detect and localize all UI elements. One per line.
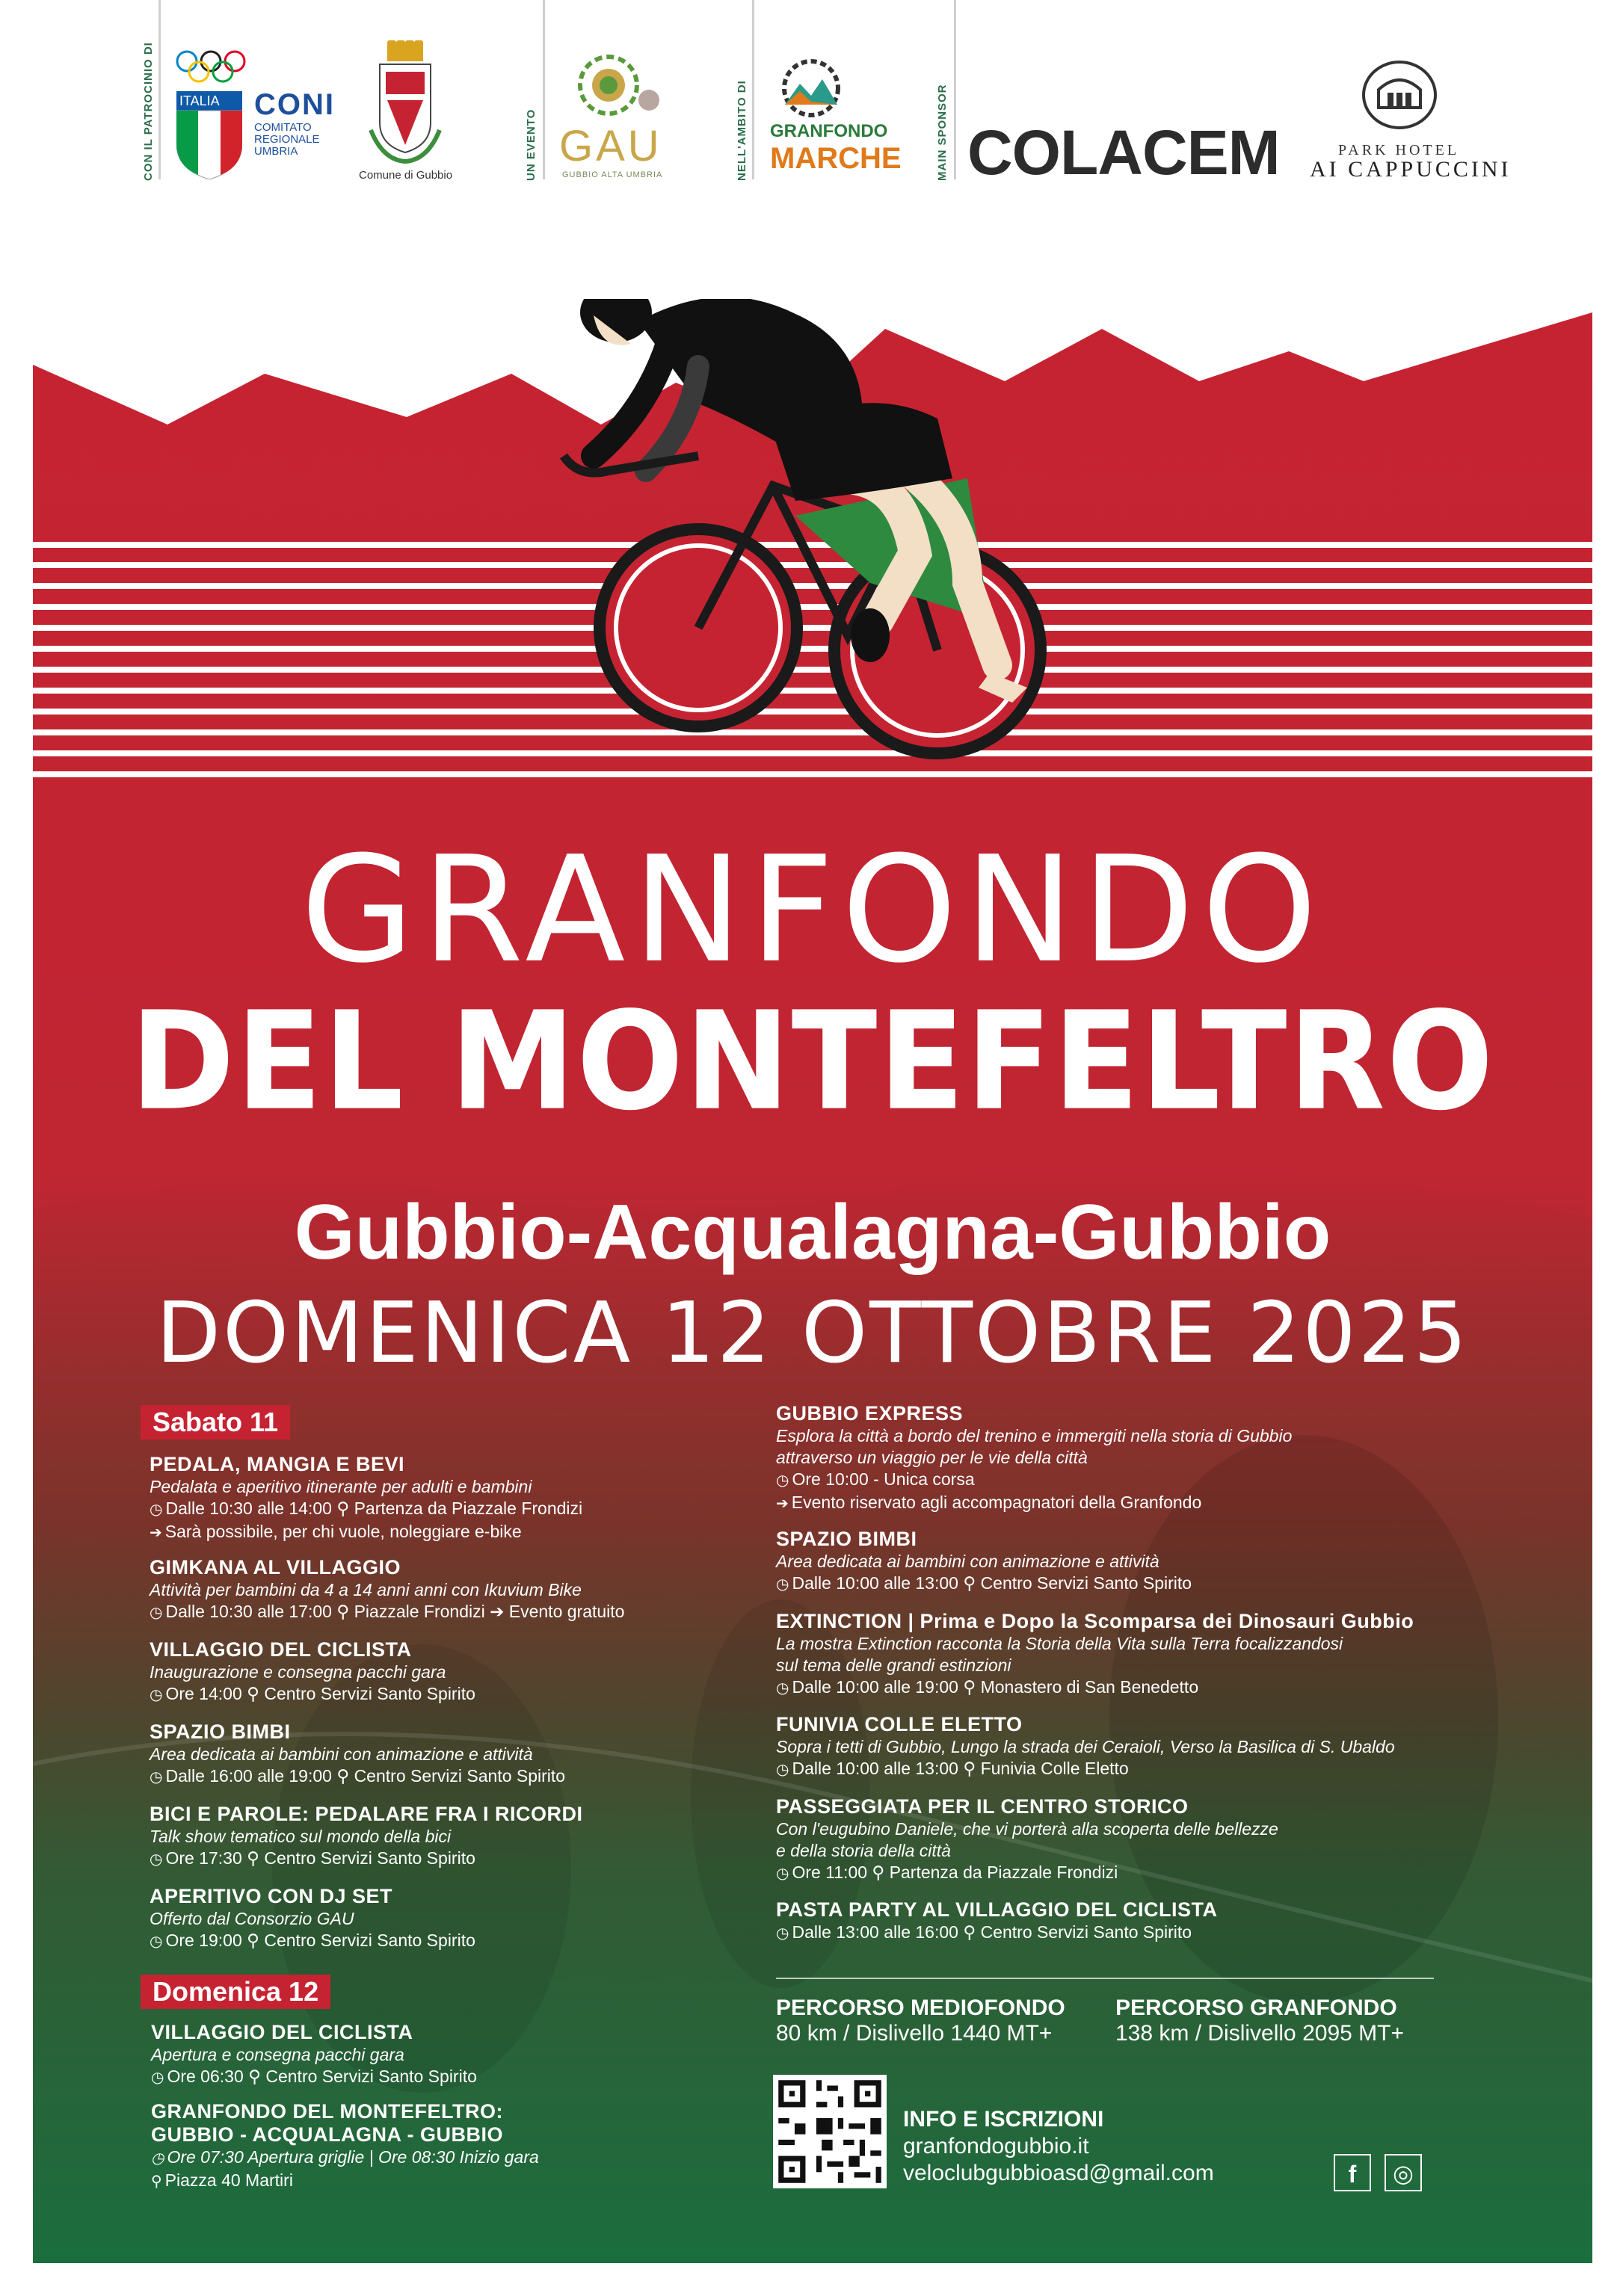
event-funivia (776, 1713, 1395, 1781)
event-meta: Ore 07:30 Apertura griglie | Ore 08:30 Inizio gara (167, 2147, 539, 2167)
clock-icon: ◷ (150, 1934, 163, 1950)
clock-icon: ◷ (150, 1687, 163, 1703)
event-pedala-mangia-bevi (150, 1453, 582, 1544)
arrow-icon: ➔ (776, 1496, 789, 1512)
event-desc: Offerto dal Consorzio GAU (150, 1909, 354, 1928)
arrow-icon: ➔ (150, 1525, 162, 1541)
event-desc: La mostra Extinction racconta la Storia della Vita sulla Terra focalizzandosi (776, 1634, 1343, 1653)
info-email-link[interactable]: veloclubgubbioasd@gmail.com (903, 2161, 1214, 2185)
route-title: PERCORSO GRANFONDO (1115, 1996, 1397, 2020)
park-hotel-line2: AI CAPPUCCINI (1310, 157, 1512, 182)
event-desc2: e della storia della città (776, 1841, 951, 1860)
granfondo-marche-line2: MARCHE (770, 142, 902, 175)
event-spazio-bimbi-domenica (776, 1528, 1192, 1596)
event-desc: Sopra i tetti di Gubbio, Lungo la strada dei Ceraioli, Verso la Basilica di S. Ubaldo (776, 1737, 1395, 1756)
event-title: PASSEGGIATA PER IL CENTRO STORICO (776, 1795, 1189, 1818)
event-villaggio-ciclista-domenica (151, 2021, 477, 2089)
granfondo-marche-line1: GRANFONDO (770, 121, 888, 141)
event-meta: Dalle 10:00 alle 19:00 ⚲ Monastero di San Benedetto (792, 1677, 1199, 1697)
route-mediofondo (776, 1996, 1065, 2046)
info-block (903, 2106, 1214, 2187)
cyclist-illustration (549, 299, 1087, 815)
clock-icon: ◷ (776, 1925, 789, 1942)
pin-icon: ⚲ (151, 2173, 162, 2190)
event-meta: Dalle 10:00 alle 13:00 ⚲ Funivia Colle Eletto (792, 1759, 1129, 1778)
domenica-badge: Domenica 12 (141, 1975, 330, 2009)
facebook-icon[interactable]: f (1334, 2154, 1371, 2191)
comune-label: Comune di Gubbio (359, 169, 453, 182)
route-granfondo (1115, 1996, 1404, 2046)
event-desc: Talk show tematico sul mondo della bici (150, 1827, 452, 1846)
event-bici-e-parole (150, 1803, 583, 1871)
event-title2: GUBBIO - ACQUALAGNA - GUBBIO (151, 2123, 503, 2146)
colacem-logo: COLACEM (967, 117, 1280, 188)
coni-box-label: ITALIA (179, 93, 220, 108)
routes-divider (776, 1978, 1434, 1979)
clock-icon: ◷ (150, 1605, 163, 1621)
route-value: 138 km / Dislivello 2095 MT+ (1115, 2021, 1404, 2046)
clock-icon: ◷ (776, 1576, 789, 1593)
event-desc: Attività per bambini da 4 a 14 anni anni con Ikuvium Bike (150, 1580, 582, 1599)
event-desc: Area dedicata ai bambini con animazione e attività (776, 1552, 1159, 1571)
clock-icon: ◷ (776, 1680, 789, 1697)
clock-icon: ◷ (151, 2150, 164, 2167)
event-meta2: Sarà possibile, per chi vuole, noleggiare e-bike (164, 1522, 522, 1541)
event-title: GRANFONDO DEL MONTEFELTRO: (151, 2100, 503, 2123)
clock-icon: ◷ (776, 1762, 789, 1778)
clock-icon: ◷ (151, 2070, 164, 2086)
event-spazio-bimbi-sabato (150, 1721, 565, 1789)
coni-sub2: REGIONALE (254, 133, 320, 146)
event-meta: Dalle 10:30 alle 17:00 ⚲ Piazzale Frondizi ➔ Evento gratuito (165, 1602, 625, 1621)
event-title: SPAZIO BIMBI (150, 1721, 291, 1743)
event-aperitivo-dj-set (150, 1885, 475, 1953)
event-gubbio-express (776, 1402, 1292, 1515)
event-title: VILLAGGIO DEL CICLISTA (150, 1638, 412, 1661)
event-meta: Dalle 10:30 alle 14:00 ⚲ Partenza da Piazzale Frondizi (165, 1499, 583, 1518)
event-title: PEDALA, MANGIA E BEVI (150, 1453, 405, 1475)
gau-sub: GUBBIO ALTA UMBRIA (562, 170, 663, 179)
title-route: Gubbio-Acqualagna-Gubbio (294, 1189, 1331, 1276)
event-meta: Ore 19:00 ⚲ Centro Servizi Santo Spirito (165, 1931, 475, 1950)
patrocinio-label: CON IL PATROCINIO DI (142, 42, 155, 181)
event-desc: Con l'eugubino Daniele, che vi porterà alla scoperta delle bellezze (776, 1819, 1278, 1839)
event-meta: Ore 14:00 ⚲ Centro Servizi Santo Spirito (165, 1684, 475, 1703)
poster-main (33, 299, 1592, 2263)
clock-icon: ◷ (150, 1851, 163, 1868)
gau-logo-icon (562, 54, 667, 129)
event-meta: Ore 10:00 - Unica corsa (792, 1469, 975, 1489)
event-title: EXTINCTION | Prima e Dopo la Scomparsa dei Dinosauri Gubbio (776, 1610, 1414, 1632)
event-meta: Ore 11:00 ⚲ Partenza da Piazzale Frondizi (792, 1863, 1118, 1882)
ambito-label: NELL'AMBITO DI (736, 80, 748, 181)
park-hotel-line1: PARK HOTEL (1338, 142, 1460, 158)
event-title: APERITIVO CON DJ SET (150, 1885, 393, 1907)
event-meta2: Piazza 40 Martiri (164, 2170, 293, 2190)
event-desc: Pedalata e aperitivo itinerante per adulti e bambini (150, 1477, 532, 1496)
event-desc: Apertura e consegna pacchi gara (151, 2045, 404, 2064)
event-meta: Dalle 16:00 alle 19:00 ⚲ Centro Servizi Santo Spirito (165, 1766, 566, 1786)
event-title: GIMKANA AL VILLAGGIO (150, 1556, 401, 1578)
event-passeggiata (776, 1795, 1278, 1885)
event-meta: Ore 06:30 ⚲ Centro Servizi Santo Spirito (167, 2067, 477, 2086)
coni-sub3: UMBRIA (254, 145, 298, 158)
header-logos (0, 0, 1623, 194)
event-meta2: Evento riservato agli accompagnatori della Granfondo (791, 1493, 1202, 1512)
park-hotel-emblem-icon (1361, 60, 1438, 130)
route-title: PERCORSO MEDIOFONDO (776, 1996, 1065, 2020)
title-date: DOMENICA 12 OTTOBRE 2025 (155, 1285, 1470, 1382)
event-pasta-party (776, 1898, 1218, 1945)
instagram-icon[interactable]: ◎ (1385, 2154, 1422, 2191)
coni-name: CONI (254, 88, 335, 121)
gau-name: GAU (559, 122, 662, 170)
event-title: VILLAGGIO DEL CICLISTA (151, 2021, 413, 2043)
evento-label: UN EVENTO (525, 108, 538, 181)
event-gimkana (150, 1556, 624, 1624)
info-title: INFO E ISCRIZIONI (903, 2107, 1104, 2132)
info-site-link[interactable]: granfondogubbio.it (903, 2134, 1089, 2158)
event-desc2: sul tema delle grandi estinzioni (776, 1655, 1011, 1675)
olympic-rings-icon (173, 49, 248, 85)
coni-sub1: COMITATO (254, 121, 312, 134)
event-desc: Inaugurazione e consegna pacchi gara (150, 1662, 446, 1682)
event-meta: Dalle 10:00 alle 13:00 ⚲ Centro Servizi Santo Spirito (792, 1573, 1192, 1593)
title-granfondo: GRANFONDO (301, 825, 1325, 996)
event-desc2: attraverso un viaggio per le vie della città (776, 1448, 1088, 1467)
event-extinction (776, 1610, 1414, 1700)
title-del-montefeltro: DEL MONTEFELTRO (130, 982, 1495, 1141)
event-title: FUNIVIA COLLE ELETTO (776, 1713, 1023, 1735)
event-title: GUBBIO EXPRESS (776, 1402, 964, 1425)
event-title: SPAZIO BIMBI (776, 1528, 917, 1550)
event-meta: Ore 17:30 ⚲ Centro Servizi Santo Spirito (165, 1848, 475, 1868)
event-granfondo-race (151, 2100, 539, 2193)
event-desc: Esplora la città a bordo del trenino e immergiti nella storia di Gubbio (776, 1426, 1293, 1445)
event-desc: Area dedicata ai bambini con animazione e attività (150, 1744, 533, 1764)
event-meta: Dalle 13:00 alle 16:00 ⚲ Centro Servizi Santo Spirito (792, 1922, 1192, 1942)
event-title: BICI E PAROLE: PEDALARE FRA I RICORDI (150, 1803, 583, 1825)
sponsor-label: MAIN SPONSOR (936, 84, 949, 181)
comune-crest-icon (360, 40, 450, 167)
clock-icon: ◷ (776, 1472, 789, 1489)
event-villaggio-ciclista-sabato (150, 1638, 475, 1706)
event-title: PASTA PARTY AL VILLAGGIO DEL CICLISTA (776, 1898, 1218, 1921)
clock-icon: ◷ (776, 1866, 789, 1882)
clock-icon: ◷ (150, 1769, 163, 1786)
qr-code-icon[interactable] (773, 2075, 887, 2188)
clock-icon: ◷ (150, 1502, 163, 1518)
route-value: 80 km / Dislivello 1440 MT+ (776, 2021, 1053, 2046)
sabato-badge: Sabato 11 (141, 1405, 290, 1439)
granfondo-marche-logo-icon (777, 58, 845, 118)
